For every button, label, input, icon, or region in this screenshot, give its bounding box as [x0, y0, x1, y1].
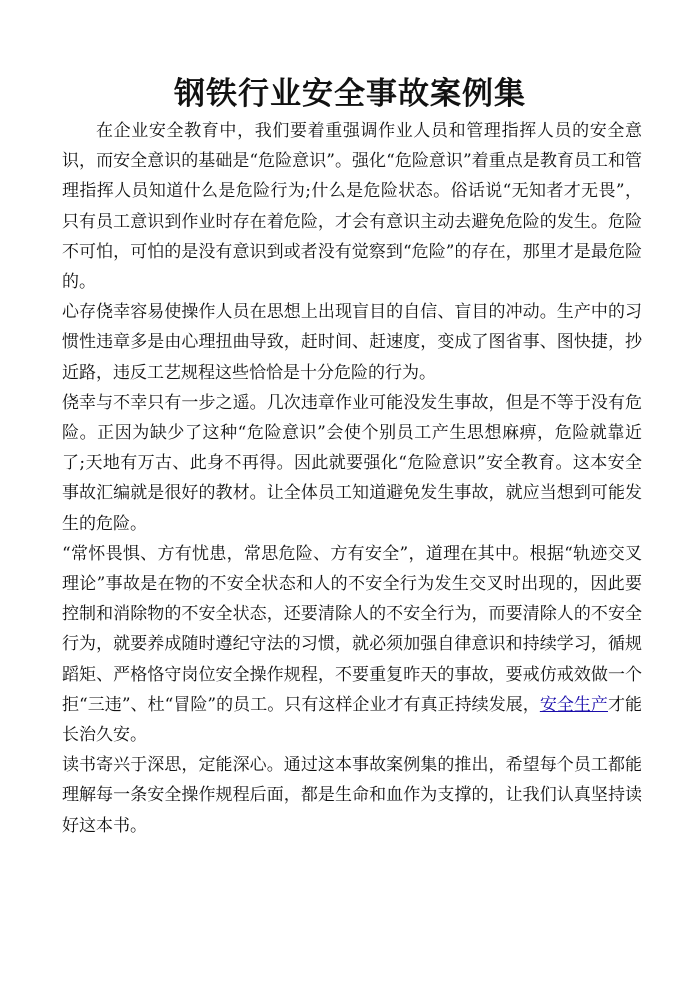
- paragraph-luck-and-misfortune: 侥幸与不幸只有一步之遥。几次违章作业可能没发生事故，但是不等于没有危险。正因为缺少了这种“危险意识”会使个别员工产生思想麻痹，危险就靠近了;天地有万古、此身不再得。因此就要强化“危险意识”安全教育。这本安全事故汇编就是很好的教材。让全体员工知道避免发生事故，就应当想到可能发生的危险。: [62, 392, 642, 534]
- paragraph-trajectory-theory: [62, 539, 642, 750]
- paragraph-text: “常怀畏惧、方有忧患，常思危险、方有安全”，道理在其中。根据“轨迹交叉理论”事故是在物的不安全状态和人的不安全行为发生交叉时出现的，因此要控制和消除物的不安全状态，还要清除人的不安全行为，而要清除人的不安全行为，就要养成随时遵纪守法的习惯，就必须加强自律意识和持续学习，循规蹈矩、严格恪守岗位安全操作规程，不要重复昨天的事故，要戒仿戒效做一个拒“三违”、杜“冒险”的员工。只有这样企业才有真正持续发展，: [62, 543, 642, 715]
- paragraph-danger-awareness: 在企业安全教育中，我们要着重强调作业人员和管理指挥人员的安全意识，而安全意识的基础是“危险意识”。强化“危险意识”着重点是教育员工和管理指挥人员知道什么是危险行为;什么是危险状态。俗话说“无知者才无畏”，只有员工意识到作业时存在着危险，才会有意识主动去避免危险的发生。危险不可怕，可怕的是没有意识到或者没有觉察到“危险”的存在，那里才是最危险的。: [62, 121, 642, 293]
- paragraph-reading: 读书寄兴于深思，定能深心。通过这本事故案例集的推出，希望每个员工都能理解每一条安全操作规程后面，都是生命和血作为支撑的，让我们认真坚持读好这本书。: [62, 755, 642, 836]
- safety-production-link[interactable]: 安全生产: [539, 694, 608, 715]
- document-title: 钢铁行业安全事故案例集: [174, 76, 526, 112]
- document-body: [62, 116, 642, 841]
- paragraph-text: 才能长治久安。: [62, 694, 643, 746]
- paragraph-luck-mentality: 心存侥幸容易使操作人员在思想上出现盲目的自信、盲目的冲动。生产中的习惯性违章多是由心理扭曲导致，赶时间、赶速度，变成了图省事、图快捷，抄近路，违反工艺规程这些恰恰是十分危险的行为。: [62, 302, 642, 383]
